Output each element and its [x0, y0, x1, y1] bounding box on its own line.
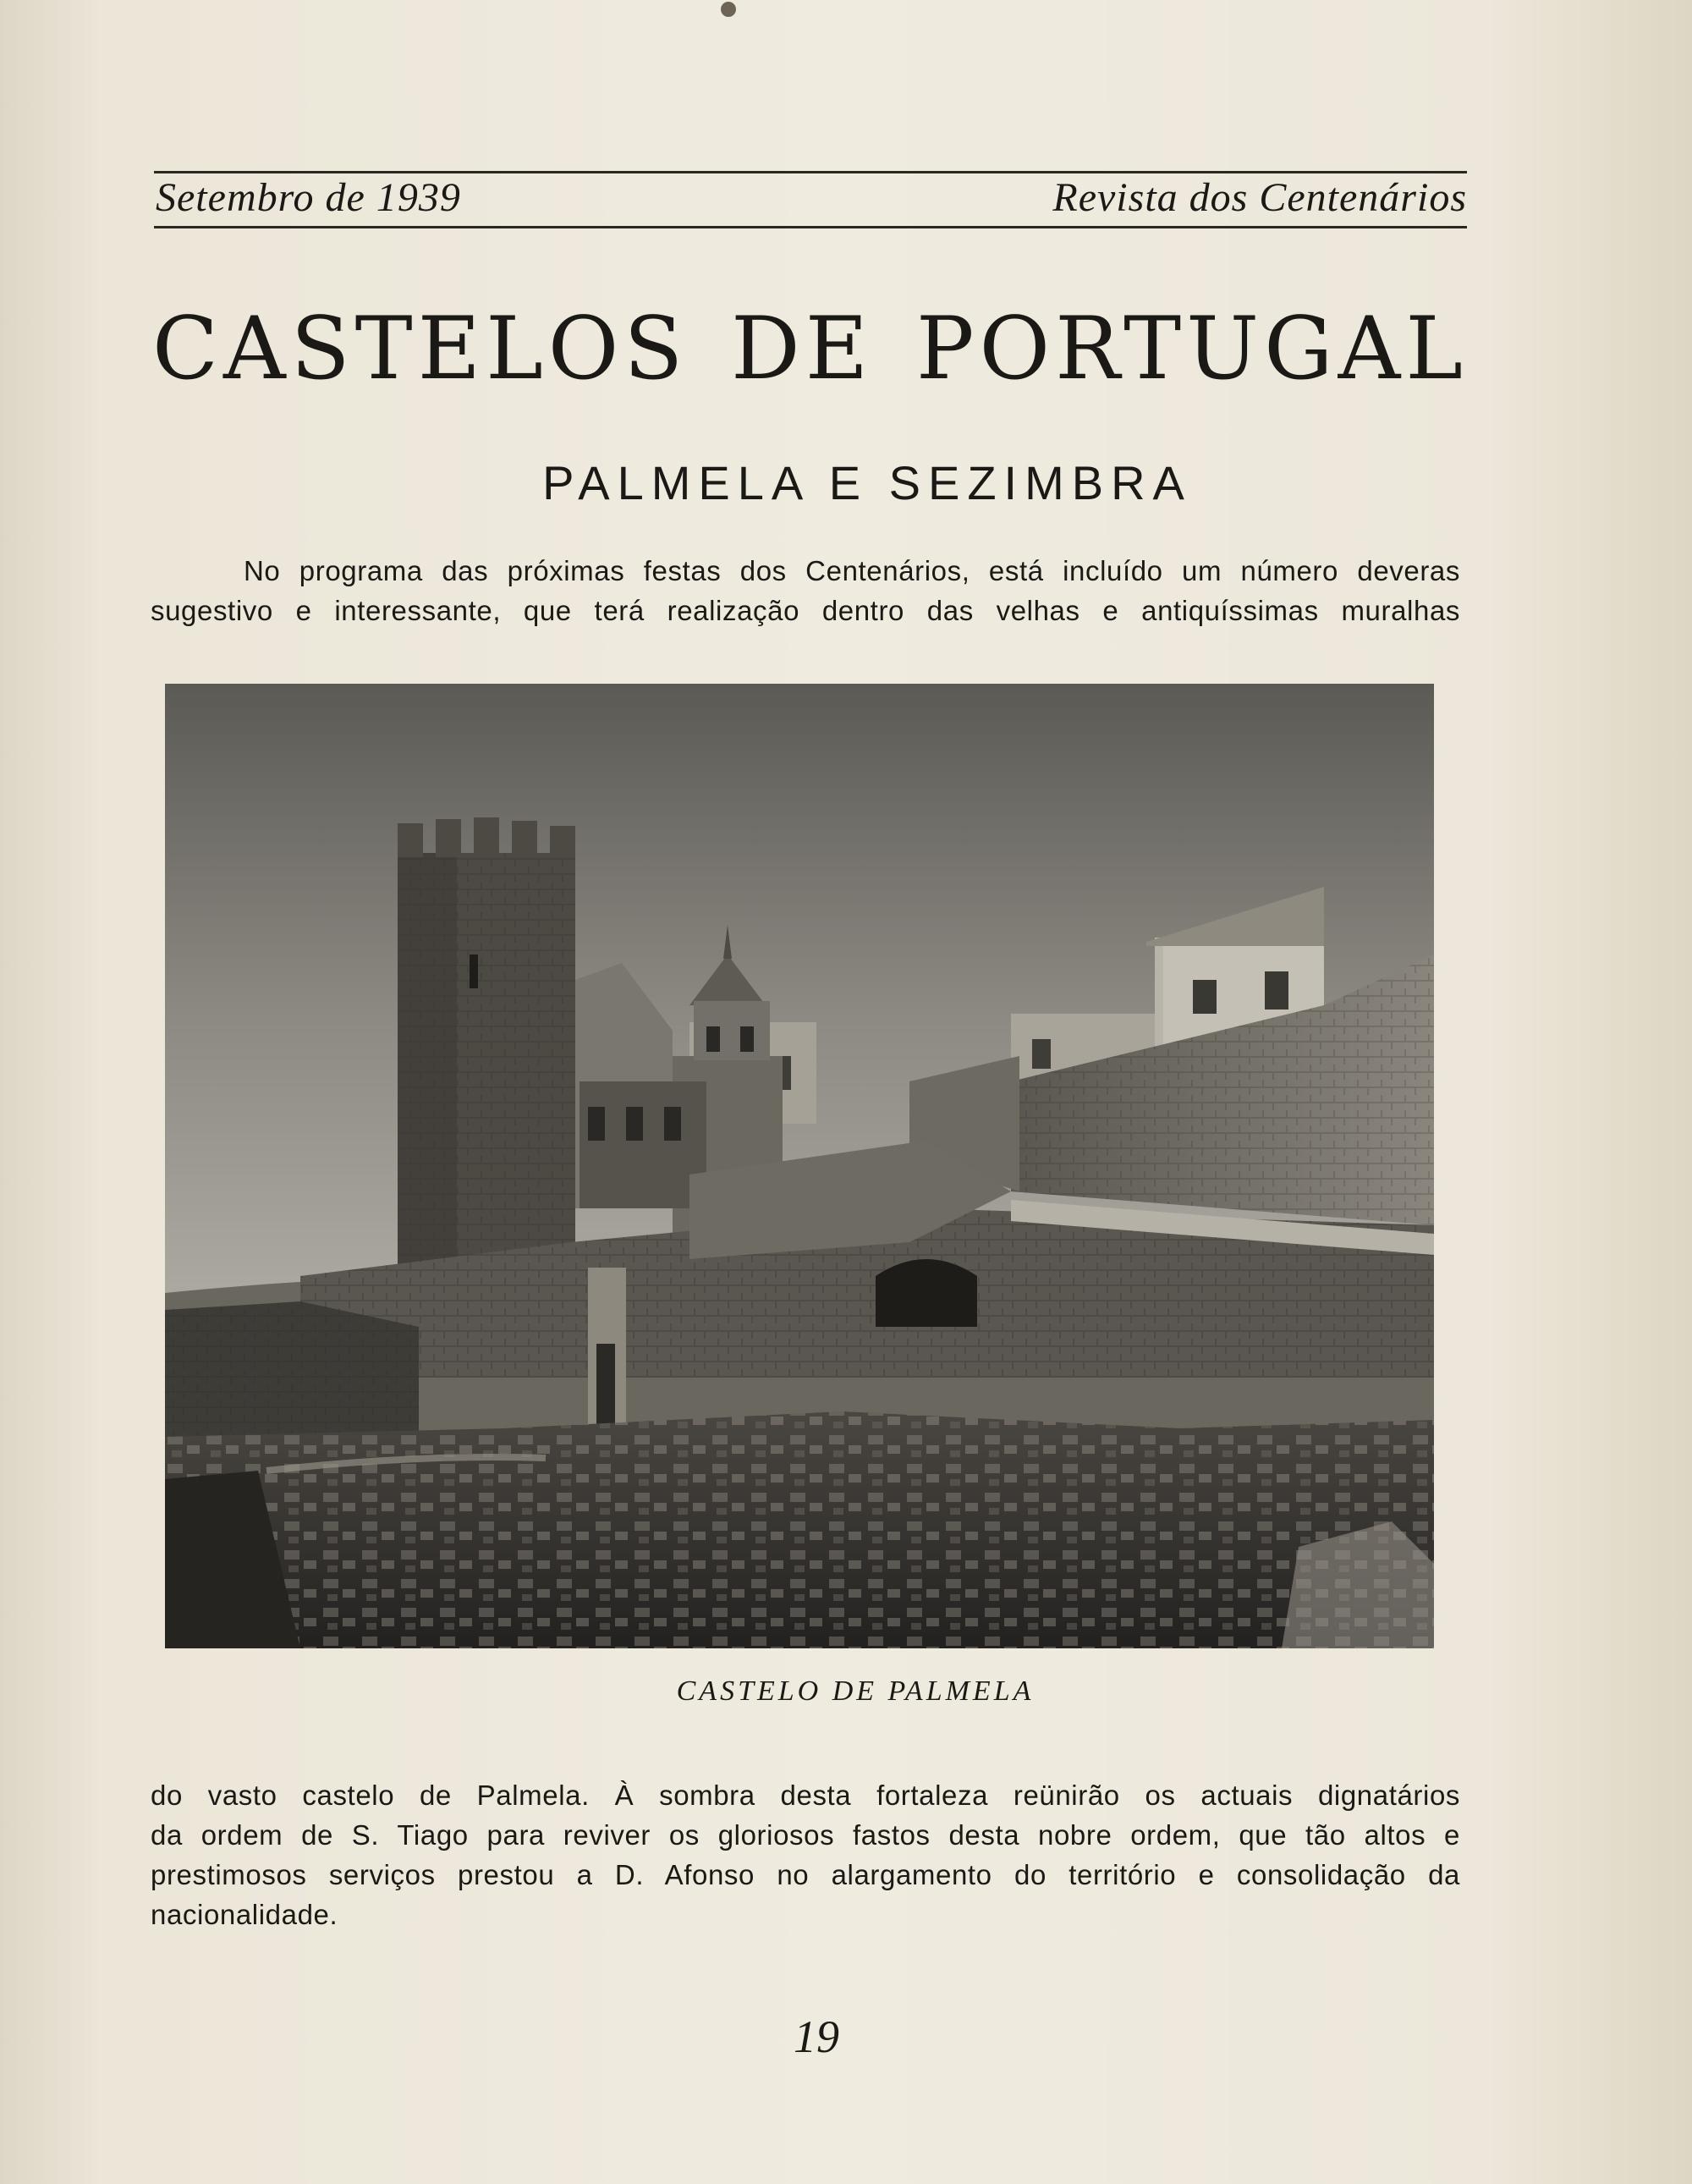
article-title — [152, 299, 1468, 399]
header-date: Setembro de 1939 — [156, 175, 461, 220]
article-subtitle: PALMELA E SEZIMBRA — [542, 456, 1192, 509]
header-rule-bottom — [154, 226, 1467, 228]
photo-caption: CASTELO DE PALMELA — [676, 1675, 1035, 1707]
castle-photo — [165, 684, 1434, 1648]
paragraph-line: sugestivo e interessante, que terá realização dentro das velhas e antiquíssimas muralhas — [151, 595, 1460, 626]
header-publication: Revista dos Centenários — [1052, 175, 1467, 220]
page-number: 19 — [794, 2011, 839, 2062]
paper-speck — [721, 2, 736, 17]
paragraph-line: da ordem de S. Tiago para reviver os gloriosos fastos desta nobre ordem, que tão altos e — [151, 1819, 1460, 1851]
paragraph-line: nacionalidade. — [151, 1899, 338, 1930]
intro-paragraph — [151, 551, 1460, 630]
paragraph-line: prestimosos serviços prestou a D. Afonso no alargamento do território e consolidação da — [151, 1859, 1460, 1890]
title-word: DE — [730, 299, 874, 399]
body-paragraph — [151, 1775, 1460, 1934]
header-rule-top — [154, 171, 1467, 173]
paragraph-line: No programa das próximas festas dos Centenários, está incluído um número deveras — [244, 555, 1460, 586]
title-word: CASTELOS — [152, 299, 689, 399]
title-word: PORTUGAL — [915, 299, 1468, 399]
paragraph-line: do vasto castelo de Palmela. À sombra desta fortaleza reünirão os actuais dignatários — [151, 1780, 1460, 1811]
